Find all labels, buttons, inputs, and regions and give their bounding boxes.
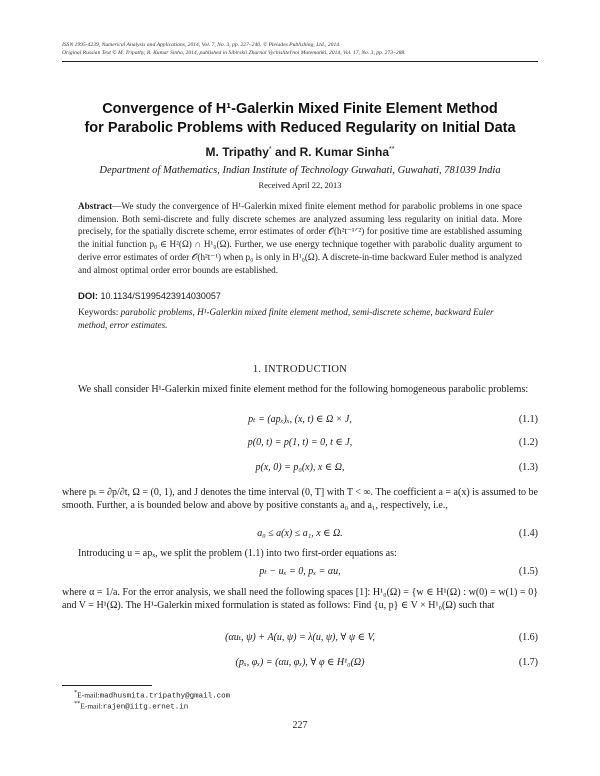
email-link[interactable]: madhusmita.tripathy@gmail.com: [99, 692, 231, 701]
journal-header-line-1: ISSN 1995-4239, Numerical Analysis and Applications, 2014, Vol. 7, No. 3, pp. 227–240. © Pleiades Publishing, Ltd., 2014.: [62, 42, 341, 48]
author-1: M. Tripathy: [205, 145, 269, 159]
keywords-label: Keywords:: [78, 307, 119, 317]
footnote-rule: [62, 685, 152, 686]
equation-1-7: [62, 657, 538, 673]
abstract: [78, 200, 522, 276]
equation-1-6: [62, 632, 538, 648]
equation-body: pₜ − uₓ = 0, pₓ = αu,: [259, 566, 341, 577]
authors-conjunction: and: [274, 145, 297, 159]
doi-value[interactable]: 10.1134/S1995423914030057: [100, 291, 221, 301]
equation-number: (1.3): [518, 462, 538, 473]
equation-1-1: [62, 414, 538, 430]
page-number: 227: [292, 720, 308, 731]
equation-number: (1.6): [518, 632, 538, 643]
author-1-mark: *: [268, 146, 272, 153]
equation-number: (1.1): [518, 414, 538, 425]
equation-body: pₜ = (apₓ)ₓ, (x, t) ∈ Ω × J,: [248, 414, 352, 425]
equation-1-3: [62, 462, 538, 478]
equation-1-4: [62, 528, 538, 544]
intro-paragraph-4: where α = 1/a. For the error analysis, we shall need the following spaces [1]: H¹₀(Ω) = {w ∈ H¹(Ω) : w(0) = w(1) = 0} and V = H¹(Ω). The H¹-Galerkin mixed formulation is stated as follows: Find {u, p} ∈ V × H¹₀(Ω) such that: [62, 587, 538, 611]
equation-number: (1.2): [518, 437, 538, 448]
abstract-label: Abstract: [78, 201, 113, 211]
affiliation: Department of Mathematics, Indian Institute of Technology Guwahati, Guwahati, 781039 India: [99, 165, 501, 176]
footnote-1: [74, 689, 230, 701]
intro-paragraph-2: where pₜ = ∂p/∂t, Ω = (0, 1), and J denotes the time interval (0, T] with T < ∞. The coefficient a = a(x) is assumed to be smooth. Further, a is bounded below and above by positive constants a₀ and a₁, respectively, i.e.,: [62, 487, 538, 511]
equation-body: (pₓ, φₓ) = (αu, φₓ), ∀ φ ∈ H¹₀(Ω): [235, 657, 365, 668]
intro-paragraph-3: Introducing u = apₓ, we split the problem (1.1) into two first-order equations as:: [78, 548, 397, 559]
paper-title-line-2: for Parabolic Problems with Reduced Regularity on Initial Data: [84, 120, 516, 136]
equation-1-2: [62, 437, 538, 453]
keywords-value: parabolic problems, H¹-Galerkin mixed finite element method, semi-discrete scheme, backward Euler method, error estimates.: [78, 307, 494, 330]
doi-label: DOI:: [78, 291, 99, 302]
equation-body: p(0, t) = p(1, t) = 0, t ∈ J,: [247, 437, 353, 448]
equation-number: (1.4): [518, 528, 538, 539]
authors: [62, 145, 538, 159]
doi: [78, 291, 221, 302]
keywords: [78, 306, 522, 331]
section-heading: 1. INTRODUCTION: [252, 364, 348, 375]
footnote-mark: *: [74, 689, 78, 696]
footnote-label: E-mail:: [80, 701, 103, 711]
abstract-text: —We study the convergence of H¹-Galerkin mixed finite element method for parabolic problems in one space dimension. Both semi-discrete and fully discrete schemes are analyzed assuming less regularity on initial data. More precisely, for the spatially discrete scheme, error estimates of order 𝒪(h²t⁻¹ᐟ²) for positive time are established assuming the initial function p₀ ∈ H²(Ω) ∩ H¹₀(Ω). Further, we use energy technique together with parabolic duality argument to derive error estimates of order 𝒪(h²t⁻¹) when p₀ is only in H¹₀(Ω). A discrete-in-time backward Euler method is analyzed and almost optimal order error bounds are established.: [78, 201, 522, 275]
footnote-mark: **: [74, 700, 81, 707]
footnote-label: E-mail:: [77, 690, 100, 700]
equation-body: (αuₜ, ψ) + A(u, ψ) = λ(u, ψ), ∀ ψ ∈ V,: [225, 632, 375, 643]
equation-number: (1.7): [518, 657, 538, 668]
equation-1-5: [62, 566, 538, 582]
equation-body: a₀ ≤ a(x) ≤ a₁, x ∈ Ω.: [257, 528, 343, 539]
author-2-mark: **: [389, 146, 395, 153]
journal-header-line-2: Original Russian Text © M. Tripathy, R. Kumar Sinha, 2014, published in Sibirskii Zhurnal Vychislitel'noi Matematiki, 2014, Vol. 17, No. 3, pp. 273–288.: [62, 50, 406, 56]
header-rule: [62, 61, 538, 62]
equation-number: (1.5): [518, 566, 538, 577]
intro-paragraph-1: We shall consider H¹-Galerkin mixed finite element method for the following homogeneous parabolic problems:: [78, 384, 529, 395]
equation-body: p(x, 0) = p₀(x), x ∈ Ω,: [255, 462, 345, 473]
footnote-2: [74, 700, 188, 712]
paper-title-line-1: Convergence of H¹-Galerkin Mixed Finite Element Method: [102, 101, 498, 117]
author-2: R. Kumar Sinha: [299, 145, 389, 159]
email-link[interactable]: rajen@iitg.ernet.in: [102, 703, 189, 712]
received-date: Received April 22, 2013: [258, 180, 342, 190]
